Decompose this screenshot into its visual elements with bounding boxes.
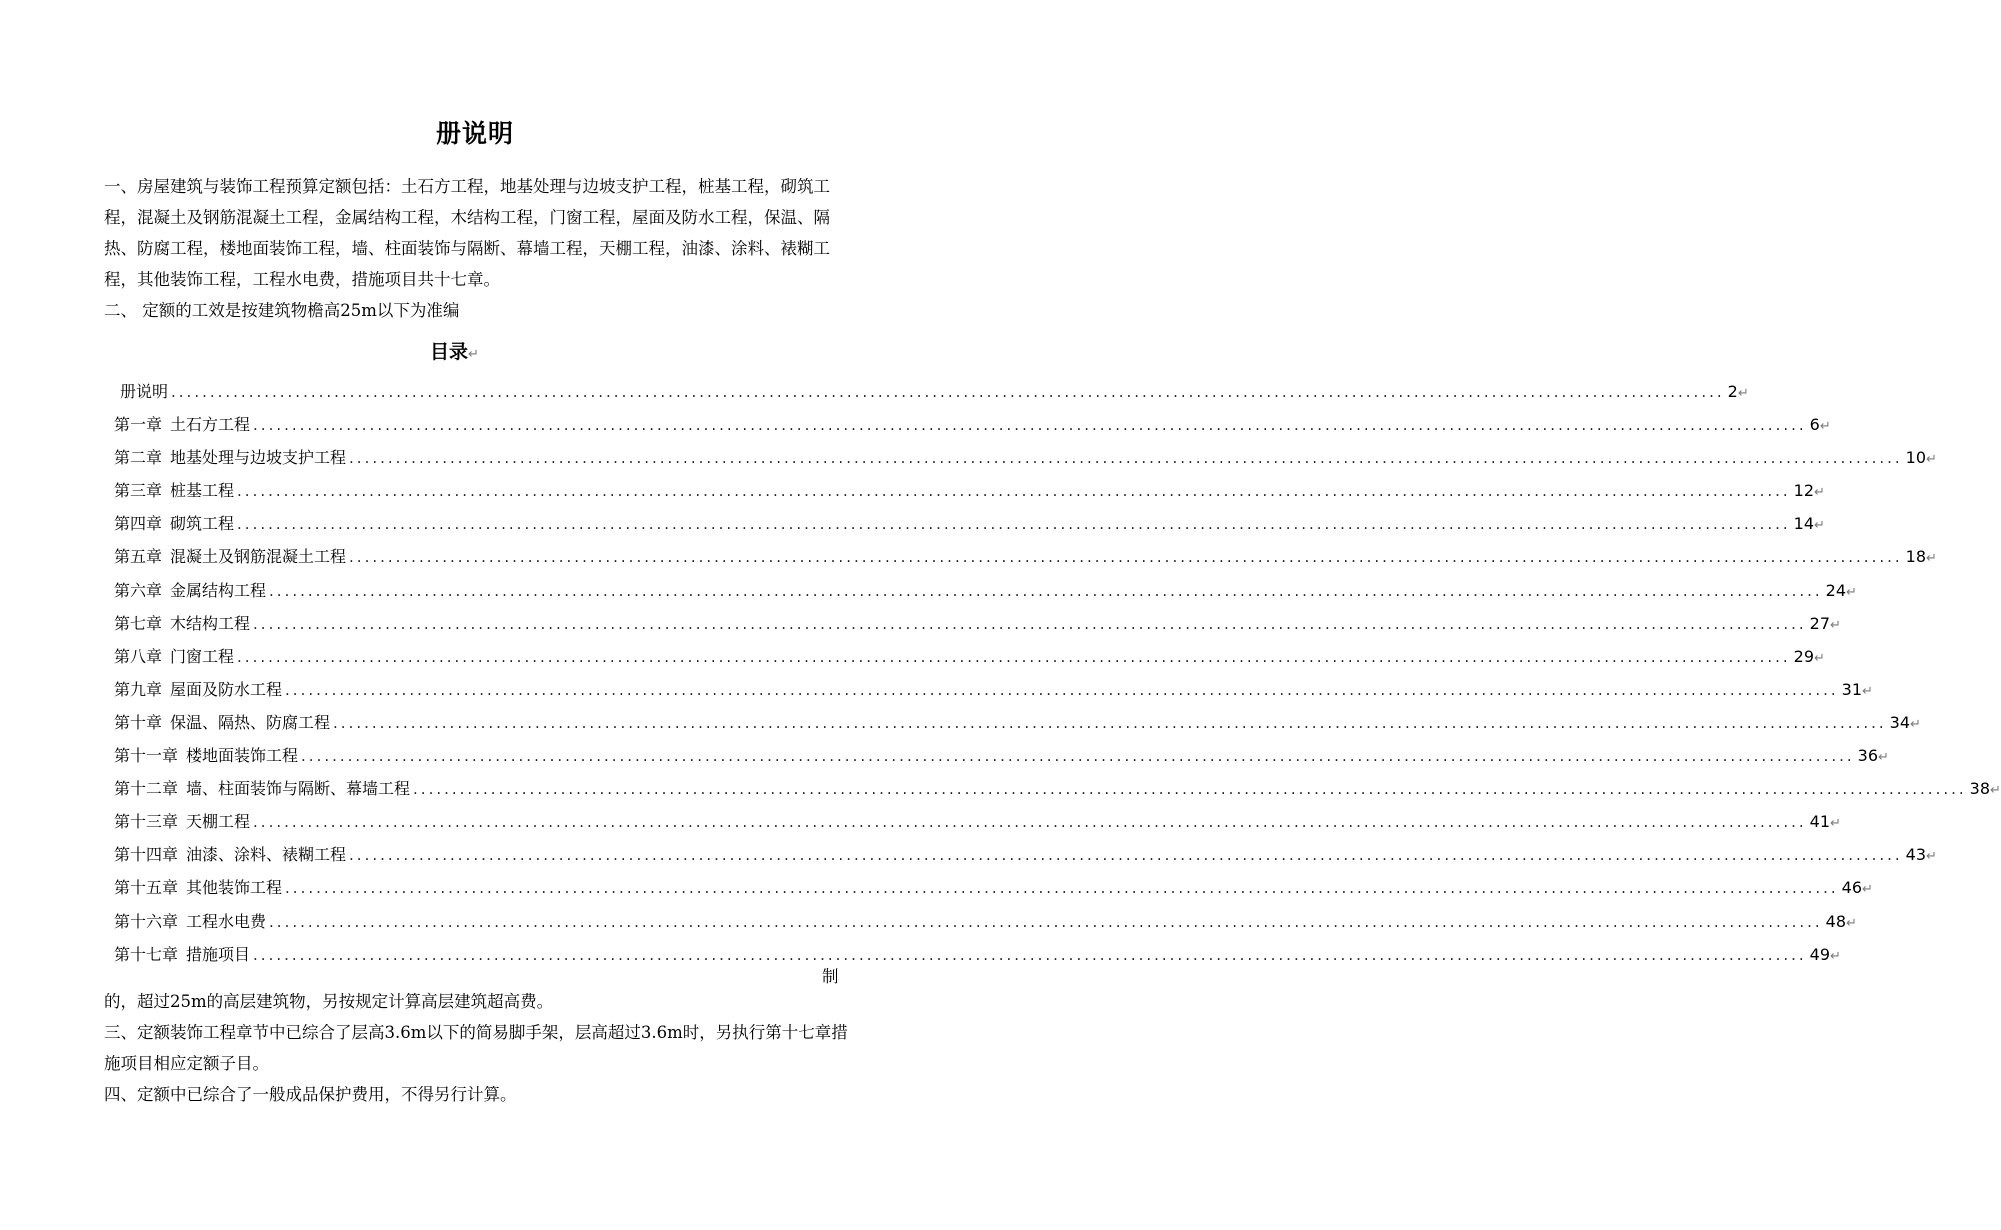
- toc-chapter-name: 保温、隔热、防腐工程: [170, 712, 331, 732]
- toc-chapter-number: 第十六章: [114, 911, 179, 931]
- toc-page-value: 18: [1905, 547, 1927, 567]
- tail-section: [104, 986, 856, 1110]
- toc-page-value: 29: [1793, 646, 1815, 666]
- toc-page-value: 34: [1889, 712, 1911, 732]
- toc-entry-label: [114, 938, 250, 971]
- toc-leader-dots: ........................................................................................................................................................................................................: [237, 515, 1791, 534]
- toc-entry-label: [114, 640, 234, 673]
- toc-chapter-name: 土石方工程: [170, 415, 251, 435]
- toc-page-value: 24: [1825, 580, 1847, 600]
- toc-entry[interactable]: [114, 706, 1921, 739]
- return-mark-icon: ↵: [1926, 452, 1937, 468]
- toc-leader-dots: ........................................................................................................................................................................................................: [253, 813, 1807, 832]
- toc-chapter-name: 屋面及防水工程: [170, 679, 283, 699]
- return-mark-icon: ↵: [1819, 419, 1831, 435]
- return-mark-icon: ↵: [1926, 551, 1937, 567]
- toc-leader-dots: ........................................................................................................................................................................................................: [285, 680, 1839, 699]
- toc-chapter-number: 第十七章: [114, 944, 179, 964]
- toc-entry[interactable]: [114, 640, 1825, 673]
- toc-entry[interactable]: [114, 871, 1873, 904]
- toc-chapter-number: 第六章: [114, 580, 163, 600]
- toc-leader-dots: ........................................................................................................................................................................................................: [237, 482, 1791, 501]
- toc-page-number: [1810, 408, 1831, 443]
- toc-chapter-number: 第二章: [114, 448, 163, 468]
- toc-entry[interactable]: [114, 507, 1825, 540]
- return-mark-icon: ↵: [1862, 683, 1873, 699]
- toc-entry-label: [114, 408, 250, 441]
- toc-entry-label: [114, 441, 346, 474]
- toc-chapter-name: 混凝土及钢筋混凝土工程: [170, 547, 347, 567]
- toc-leader-dots: ........................................................................................................................................................................................................: [253, 945, 1807, 964]
- toc-leader-dots: ........................................................................................................................................................................................................: [269, 581, 1823, 600]
- toc-page-value: 27: [1809, 613, 1831, 633]
- toc-page-number: [1728, 375, 1749, 410]
- toc-chapter-name: 天棚工程: [186, 812, 251, 832]
- return-mark-icon: ↵: [1846, 915, 1857, 931]
- toc-entry[interactable]: [114, 607, 1841, 640]
- toc-entry-label: [114, 607, 250, 640]
- toc-chapter-number: 第七章: [114, 613, 163, 633]
- toc-page-number: [1906, 838, 1937, 873]
- toc-entry-label: [114, 574, 266, 607]
- toc-heading: [430, 337, 479, 364]
- toc-entry-label: [114, 772, 410, 805]
- toc-page-number: [1794, 640, 1825, 675]
- tail-paragraph-2: 三、定额装饰工程章节中已综合了层高3.6m以下的简易脚手架，层高超过3.6m时，另执行第十七章措施项目相应定额子目。: [104, 1023, 848, 1073]
- toc-chapter-name: 桩基工程: [170, 481, 235, 501]
- tail-paragraph-3: 四、定额中已综合了一般成品保护费用，不得另行计算。: [104, 1085, 517, 1104]
- return-mark-icon: ↵: [1878, 750, 1889, 766]
- toc-entry[interactable]: [114, 805, 1841, 838]
- intro-paragraph-1: 一、房屋建筑与装饰工程预算定额包括：土石方工程，地基处理与边坡支护工程，桩基工程，砌筑工程，混凝土及钢筋混凝土工程，金属结构工程，木结构工程，门窗工程，屋面及防水工程，保温、隔热、防腐工程，楼地面装饰工程，墙、柱面装饰与隔断、幕墙工程，天棚工程，油漆、涂料、裱糊工程，其他装饰工程，工程水电费，措施项目共十七章。: [104, 177, 830, 289]
- toc-page-number: [1794, 474, 1825, 509]
- toc-leader-dots: ........................................................................................................................................................................................................: [349, 846, 1903, 865]
- toc-entry-label: [114, 838, 346, 871]
- toc-page-value: 49: [1809, 944, 1831, 964]
- toc-chapter-number: 第十一章: [114, 746, 179, 766]
- toc-page-number: [1906, 441, 1937, 476]
- toc-leader-dots: ........................................................................................................................................................................................................: [171, 383, 1725, 401]
- toc-chapter-name: 金属结构工程: [170, 580, 267, 600]
- toc-chapter-number: 第十二章: [114, 779, 179, 799]
- toc-entry-label: [114, 739, 298, 772]
- toc-entry-label: [114, 905, 266, 938]
- toc-page-number: [1810, 938, 1841, 973]
- toc-chapter-number: 第五章: [114, 547, 163, 567]
- toc-chapter-name: 油漆、涂料、裱糊工程: [186, 845, 347, 865]
- intro-section: [104, 171, 856, 326]
- toc-entry-label: [114, 673, 282, 706]
- toc-page-number: [1906, 540, 1937, 575]
- table-of-contents: [114, 375, 2001, 971]
- toc-page-number: [1826, 905, 1857, 940]
- toc-entry-label: [114, 805, 250, 838]
- toc-page-value: 2: [1727, 382, 1738, 401]
- toc-page-number: [1842, 673, 1873, 708]
- toc-chapter-number: 第十三章: [114, 812, 179, 832]
- toc-entry-label: [114, 540, 346, 573]
- toc-chapter-number: 第八章: [114, 646, 163, 666]
- return-mark-icon: ↵: [1926, 849, 1937, 865]
- toc-entry[interactable]: [114, 838, 1937, 871]
- toc-chapter-number: 第十章: [114, 712, 163, 732]
- toc-page-value: 46: [1841, 878, 1863, 898]
- toc-chapter-name: 措施项目: [186, 944, 251, 964]
- toc-leader-dots: ........................................................................................................................................................................................................: [253, 614, 1807, 633]
- toc-leader-dots: ........................................................................................................................................................................................................: [413, 780, 1967, 799]
- tail-paragraph-1: 的，超过25m的高层建筑物，另按规定计算高层建筑超高费。: [104, 992, 554, 1011]
- toc-entry[interactable]: [114, 938, 1841, 971]
- toc-entry[interactable]: [114, 673, 1873, 706]
- toc-page-number: [1970, 772, 2001, 807]
- toc-page-value: 48: [1825, 911, 1847, 931]
- return-mark-icon: ↵: [1830, 617, 1841, 633]
- toc-page-value: 43: [1905, 845, 1927, 865]
- toc-entry-label: [114, 706, 330, 739]
- return-mark-icon: ↵: [1990, 783, 2001, 799]
- return-mark-icon: ↵: [1910, 716, 1921, 732]
- toc-chapter-name: 册说明: [120, 382, 169, 401]
- return-mark-icon: ↵: [1814, 518, 1825, 534]
- toc-page-number: [1810, 805, 1841, 840]
- return-mark-icon: ↵: [1830, 948, 1841, 964]
- toc-page-number: [1794, 507, 1825, 542]
- toc-chapter-name: 砌筑工程: [170, 514, 235, 534]
- return-mark-icon: ↵: [1846, 584, 1857, 600]
- return-mark-icon: ↵: [1830, 816, 1841, 832]
- toc-chapter-name: 木结构工程: [170, 613, 251, 633]
- toc-chapter-number: 第十四章: [114, 845, 179, 865]
- toc-entry[interactable]: [114, 905, 1857, 938]
- toc-entry[interactable]: [114, 408, 1831, 441]
- toc-entry[interactable]: [114, 772, 2001, 805]
- continuation-char: 制: [822, 967, 839, 986]
- toc-chapter-number: 第九章: [114, 679, 163, 699]
- toc-page-value: 31: [1841, 679, 1863, 699]
- toc-leader-dots: ........................................................................................................................................................................................................: [349, 449, 1903, 468]
- toc-page-number: [1890, 706, 1921, 741]
- toc-chapter-number: 第三章: [114, 481, 163, 501]
- toc-entry-label: [114, 474, 234, 507]
- toc-entry[interactable]: [114, 739, 1889, 772]
- toc-entry-label: [114, 871, 282, 904]
- toc-entry[interactable]: [114, 375, 1749, 408]
- toc-leader-dots: ........................................................................................................................................................................................................: [333, 713, 1887, 732]
- toc-chapter-name: 其他装饰工程: [186, 878, 283, 898]
- toc-page-value: 38: [1969, 779, 1991, 799]
- toc-entry[interactable]: [114, 574, 1857, 607]
- page-title: 册说明: [435, 119, 514, 148]
- toc-leader-dots: ........................................................................................................................................................................................................: [285, 879, 1839, 898]
- toc-page-number: [1858, 739, 1889, 774]
- toc-page-number: [1842, 871, 1873, 906]
- toc-page-value: 14: [1793, 514, 1815, 534]
- toc-leader-dots: ........................................................................................................................................................................................................: [349, 548, 1903, 567]
- toc-page-value: 12: [1793, 481, 1815, 501]
- toc-page-number: [1810, 607, 1841, 642]
- toc-entry[interactable]: [114, 474, 1825, 507]
- toc-page-value: 36: [1857, 746, 1879, 766]
- intro-paragraph-2: 二、 定额的工效是按建筑物檐高25m以下为准编: [104, 301, 460, 320]
- toc-page-value: 6: [1809, 415, 1820, 435]
- toc-title: 目录: [430, 341, 469, 363]
- return-mark-icon: ↵: [468, 347, 479, 362]
- toc-page-value: 41: [1809, 812, 1831, 832]
- toc-entry-label: [114, 507, 234, 540]
- return-mark-icon: ↵: [1862, 882, 1873, 898]
- toc-entry-label: [114, 375, 168, 408]
- toc-chapter-name: 楼地面装饰工程: [186, 746, 299, 766]
- toc-chapter-name: 工程水电费: [186, 911, 267, 931]
- toc-leader-dots: ........................................................................................................................................................................................................: [253, 416, 1807, 435]
- toc-chapter-number: 第十五章: [114, 878, 179, 898]
- toc-leader-dots: ........................................................................................................................................................................................................: [237, 647, 1791, 666]
- toc-leader-dots: ........................................................................................................................................................................................................: [269, 912, 1823, 931]
- toc-chapter-name: 墙、柱面装饰与隔断、幕墙工程: [186, 779, 411, 799]
- toc-chapter-number: 第一章: [114, 415, 163, 435]
- toc-leader-dots: ........................................................................................................................................................................................................: [301, 747, 1855, 766]
- toc-chapter-name: 地基处理与边坡支护工程: [170, 448, 347, 468]
- return-mark-icon: ↵: [1814, 650, 1825, 666]
- toc-entry[interactable]: [114, 441, 1937, 474]
- toc-chapter-number: 第四章: [114, 514, 163, 534]
- toc-page-number: [1826, 574, 1857, 609]
- return-mark-icon: ↵: [1814, 485, 1825, 501]
- toc-chapter-name: 门窗工程: [170, 646, 235, 666]
- toc-entry[interactable]: [114, 540, 1937, 573]
- return-mark-icon: ↵: [1737, 386, 1749, 401]
- toc-page-value: 10: [1905, 448, 1927, 468]
